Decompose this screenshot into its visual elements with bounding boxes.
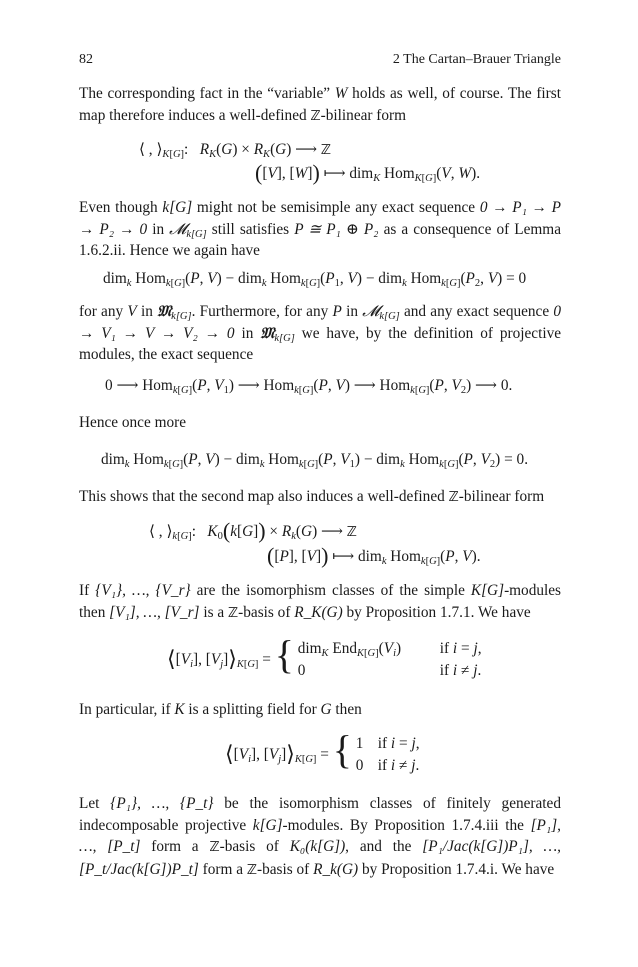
display-equation-bilinear-form-K-map [255,160,481,185]
cases-lhs: $⟨[V_i]$, $[V_j]⟩_{K[G]}$ = [225,740,333,766]
math-inline: R_K(G) [294,603,343,621]
math-inline: P [332,303,342,320]
math-inline: R_k(G) [313,860,359,878]
text-run: The corresponding fact in the “variable” [79,85,335,102]
math-inline: [P₁], …, [P_t] [79,816,561,855]
text-run: be the isomorphism classes of finitely generated indecomposable projective [79,795,561,834]
running-head [79,49,561,69]
text-run: in [147,220,170,238]
math-inline: G [320,701,332,718]
text-run: -basis of [219,838,290,855]
math-inline: ℤ [448,489,459,505]
display-equation-dim-sum-2: dim$_k$ Hom$_{k[G]}$(P, V) − dim$_k$ Hom$_{k[G]}$(P, $V_1) - dim_k$ Hom$_{k[G]}$(P, $V_2) = 0$. [101,451,529,470]
chapter-title: 2 The Cartan–Brauer Triangle [392,52,561,67]
text-run: In particular, if [79,701,175,718]
equation-line: ⟨ , $⟩_{K[G]}$: $R_K(G) \times R_K(G)$ ⟶ ℤ [139,141,332,160]
display-equation-pairing-cases [167,631,482,682]
math-inline: {V₁}, …, {V_r} [95,582,191,599]
text-run: in [234,324,261,342]
math-inline: 𝔐 [260,323,275,342]
math-inline: ℤ [227,604,239,621]
text-run: -modules. By Proposition 1.7.4.iii the [282,816,531,834]
text-run: Hence once more [79,414,187,431]
math-inline: [V₁], …, [V_r] [109,603,200,621]
math-inline: ℤ [246,861,257,878]
math-inline: k[G] [171,311,192,322]
text-run: in [341,303,363,320]
text-run: in [136,303,158,320]
paragraph [79,793,561,881]
text-run: -basis of [238,603,295,621]
math-inline: W [334,85,348,102]
math-inline: K₀(k[G]) [289,838,346,855]
math-inline: ℤ [209,839,220,855]
math-inline: [P₁/Jac(k[G])P₁], …, [P_t/Jac(k[G])P_t] [79,838,561,878]
text-run: might not be semisimple any exact sequence [192,199,480,216]
math-inline: P ≅ P₁ ⊕ P₂ [294,220,379,238]
paragraph [79,486,561,509]
math-inline: K [174,701,185,718]
text-run: form a [198,860,247,878]
math-inline: 𝓜 [362,302,380,320]
math-inline: {P₁}, …, {P_t} [110,795,214,812]
math-inline: k[G] [379,311,400,322]
paragraph [79,580,561,624]
paragraph [79,197,561,262]
display-equation-exact-sequence: 0 ⟶ Hom$_{k[G]}$(P, $V_1$) ⟶ Hom$_{k[G]}$(P, V) ⟶ Hom$_{k[G]}$(P, $V_2$) ⟶ 0. [105,377,513,396]
math-inline: k[G] [186,228,207,240]
text-run: -bilinear form [458,488,545,505]
paragraph [79,83,561,127]
page-number: 82 [79,52,93,67]
text-run: still satisfies [206,220,295,238]
text-run: Even though [79,199,163,216]
math-inline: V [127,303,137,320]
paragraph [79,412,561,434]
display-equation-bilinear-form-k: ⟨ , $⟩_{k[G]}$: $K_0(k[G]) \times R_k(G)$ ⟶ ℤ [149,518,357,543]
text-run: is a [199,603,228,621]
text-run: then [331,701,362,718]
text-run: . Furthermore, for any [191,303,333,320]
text-run: we have, by the definition of projective modules, the exact sequence [79,324,562,363]
text-run: , and the [345,838,423,855]
math-inline: 𝔐 [157,302,172,320]
display-equation-pairing-splitting [225,726,420,777]
math-inline: 0 → P₁ → P → P₂ → 0 [79,199,562,238]
text-run: for any [79,303,128,320]
text-run: holds as well, of course. The first map therefore induces a well-defined [79,85,561,124]
text-run: Let [79,795,111,812]
math-inline: ℤ [310,107,321,124]
text-run: form a [140,838,210,855]
math-inline: k[G] [274,332,295,344]
math-inline: K[G] [470,582,505,599]
paragraph [79,699,561,721]
text-run: -bilinear form [320,106,407,124]
math-inline: k[G] [252,816,283,834]
book-page [79,0,561,967]
text-run: and any exact sequence [399,303,554,320]
text-run: is a splitting field for [184,701,321,718]
text-run: If [79,582,96,599]
text-run: This shows that the second map also induces a well-defined [79,488,449,505]
cases-lhs: $⟨[V_i]$, $[V_j]⟩_{K[G]}$ = [167,645,275,671]
text-run: -basis of [257,860,314,878]
cases-brace: { [274,631,294,677]
text-run: are the isomorphism classes of the simple [190,582,471,599]
cases-block: 1 if i = j, 0 if i ≠ j. [355,735,420,774]
text-run: by Proposition 1.7.1. We have [342,603,531,621]
text-run: by Proposition 1.7.4.i. We have [358,860,555,878]
display-equation-bilinear-form-k-map: ([P], [V]) ⟼ dim$_k$ Hom$_{k[G]}$(P, V). [267,543,481,568]
text-run: as a consequence of Lemma 1.6.2.ii. Hence we again have [79,220,561,259]
math-inline: 0 → V₁ → V → V₂ → 0 [79,303,562,342]
cases-block: dim$_K$ $End_{K[G]}(V_i)$ if i = j, 0 if i ≠ j. [297,640,482,679]
paragraph [79,301,561,366]
display-equation-dim-sum: dim$_k$ Hom$_{k[G]}$(P, V) − dim$_k$ $Hom_{k[G]}(P_1$, V) − dim$_k$ $Hom_{k[G]}(P_2$, V) = 0 [103,270,527,289]
text-run: -modules then [79,582,561,621]
cases-brace: { [332,726,352,772]
math-inline: k[G] [162,199,193,216]
equation-line: ([V], [W]) ⟼ dim$_K$ Hom$_{K[G]}$(V, W). [255,160,481,185]
math-inline: 𝓜 [169,219,187,238]
display-equation-bilinear-form-K [139,139,331,162]
